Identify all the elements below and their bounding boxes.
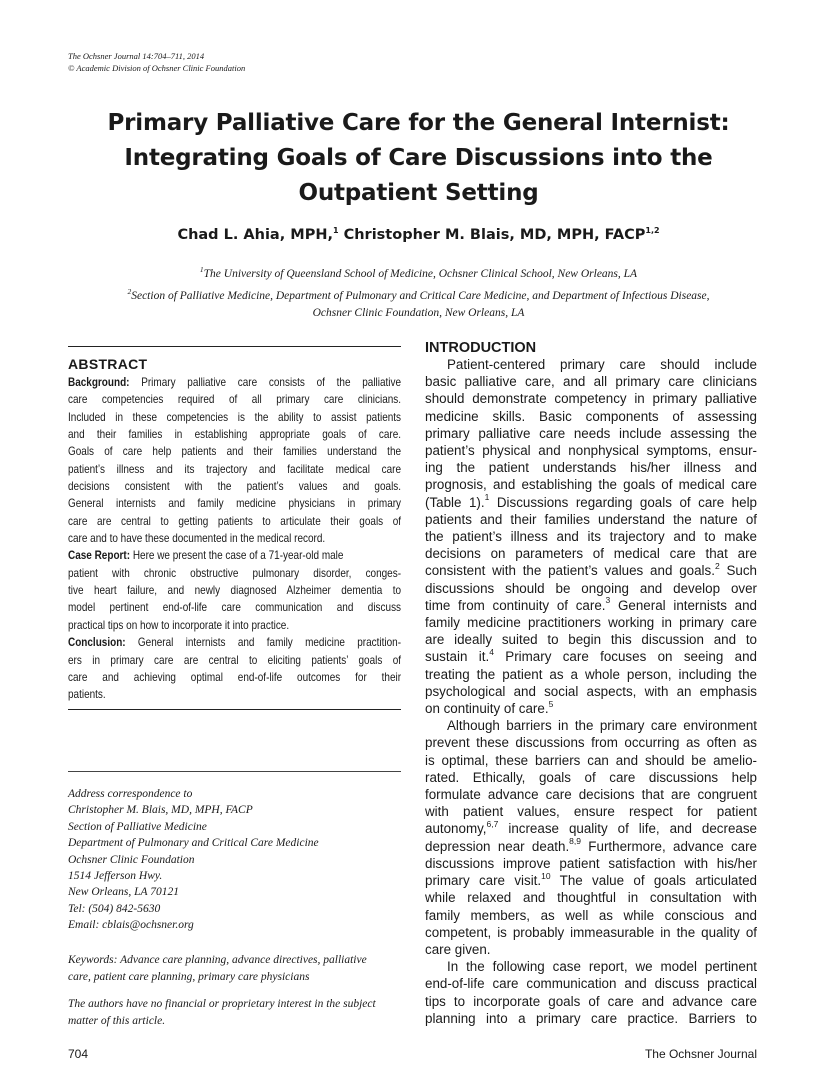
introduction-line: [425, 941, 757, 958]
introduction-line: [425, 597, 757, 614]
introduction-line: [425, 408, 757, 425]
author-list: [0, 226, 837, 243]
abstract-line: [68, 391, 401, 408]
abstract-line: [68, 669, 401, 686]
introduction-text: family members, as well as while conscious and: [425, 907, 757, 923]
abstract-text: ers in primary care are central to eliciting patients’ goals of: [68, 653, 402, 667]
introduction-text: care given.: [425, 941, 491, 957]
correspondence-line: Section of Palliative Medicine: [68, 820, 207, 833]
abstract-text: and their families in establishing appropriate goals of care.: [68, 428, 402, 442]
introduction-text: the patient’s illness and its trajectory and to make: [425, 529, 757, 545]
correspondence-line: Christopher M. Blais, MD, MPH, FACP: [68, 804, 253, 817]
keywords-line: care, patient care planning, primary care physicians: [68, 971, 310, 983]
introduction-text: Although barriers in the primary care environment: [447, 718, 757, 734]
abstract-text: General internists and family medicine practition-: [125, 636, 402, 650]
introduction-line: [425, 476, 757, 493]
abstract-line: [68, 478, 401, 495]
journal-citation: The Ochsner Journal 14:704–711, 2014: [68, 51, 205, 61]
abstract-bottom-rule: [68, 709, 401, 710]
introduction-section: [425, 338, 757, 1027]
journal-copyright: © Academic Division of Ochsner Clinic Foundation: [68, 63, 246, 73]
abstract-line: [68, 530, 401, 547]
introduction-text: medicine skills. Basic components of assessing: [425, 408, 757, 424]
author-affiliation-sup: 1,2: [645, 226, 660, 235]
abstract-line: [68, 565, 401, 582]
introduction-text: increase quality of life, and decrease: [498, 821, 757, 837]
introduction-text: treating the patient as a whole person, including the: [425, 666, 757, 682]
introduction-line: [425, 1010, 757, 1027]
introduction-text: General internists and: [610, 597, 758, 613]
introduction-line: [425, 631, 757, 648]
correspondence-line: Ochsner Clinic Foundation: [68, 853, 195, 866]
introduction-text: In the following case report, we model pertinent: [447, 959, 757, 975]
citation-reference: 5: [548, 698, 554, 709]
abstract-line: [68, 686, 401, 703]
abstract-text: care competencies required of all primary care clinicians.: [68, 393, 402, 407]
title-line: Integrating Goals of Care Discussions into the: [124, 145, 713, 171]
introduction-line: [425, 528, 757, 545]
affiliation-sup: 2: [127, 286, 132, 296]
abstract-text: tive heart failure, and newly diagnosed Alzheimer dementia to: [68, 584, 402, 598]
introduction-text: basic palliative care, and all primary care clinicians: [425, 374, 757, 390]
introduction-text: primary palliative care needs include assessing the: [425, 425, 757, 441]
abstract-line: [68, 495, 401, 512]
introduction-text: tips to incorporate goals of care and advance care: [425, 993, 757, 1009]
introduction-line: [425, 545, 757, 562]
abstract-text: Goals of care help patients and their families understand the: [68, 445, 402, 459]
abstract-text: Primary palliative care consists of the palliative: [129, 376, 402, 389]
abstract-line: [68, 547, 401, 564]
introduction-line: [425, 425, 757, 442]
abstract-text: Included in these competencies is the ability to assist patients: [68, 410, 402, 424]
abstract-text: care are central to getting patients to articulate their goals of: [68, 514, 402, 528]
author-affiliation-sup: 1: [332, 226, 339, 235]
introduction-text: sustain it.: [425, 649, 490, 665]
abstract-subheading: Case Report:: [68, 549, 131, 563]
introduction-text: family medicine practitioners working in primary care: [425, 615, 757, 631]
introduction-line: [425, 907, 757, 924]
journal-citation-block: [68, 50, 245, 74]
citation-reference: 1: [484, 492, 490, 503]
introduction-text: Primary care focuses on seeing and: [493, 649, 757, 665]
abstract-subheading: Background:: [68, 376, 130, 389]
abstract-text: patient’s illness and its trajectory and facilitate medical care: [68, 462, 402, 476]
title-line: Primary Palliative Care for the General Internist:: [107, 110, 730, 136]
introduction-text: with patient values, ensure respect for patient: [425, 804, 757, 820]
introduction-text: patients and their families understand the nature of: [425, 511, 757, 527]
introduction-text: prognosis, and establishing the goals of medical care: [425, 477, 757, 493]
abstract-line: [68, 634, 401, 651]
introduction-line: [425, 459, 757, 476]
abstract-text: patients.: [68, 688, 106, 702]
affiliation-text: Ochsner Clinic Foundation, New Orleans, LA: [312, 306, 525, 319]
introduction-text: while relaxed and thoughtful in consultation with: [425, 890, 757, 906]
author-name: Chad L. Ahia, MPH,: [177, 226, 333, 243]
introduction-line: [425, 975, 757, 992]
introduction-line: [425, 373, 757, 390]
abstract-line: [68, 443, 401, 460]
introduction-text: patient’s physical and nonphysical symptoms, ensur-: [425, 443, 757, 459]
introduction-line: [425, 614, 757, 631]
correspondence-line: Address correspondence to: [68, 788, 193, 800]
abstract-line: [68, 426, 401, 443]
introduction-line: [425, 562, 757, 579]
affiliation-line: [0, 305, 837, 322]
correspondence-line: Tel: (504) 842-5630: [68, 902, 161, 915]
introduction-line: [425, 390, 757, 407]
disclosure-line: matter of this article.: [68, 1015, 166, 1027]
abstract-text: General internists and family medicine physicians in primary: [68, 497, 402, 511]
citation-reference: 2: [714, 560, 720, 571]
citation-reference: 6,7: [486, 819, 499, 830]
correspondence-line: 1514 Jefferson Hwy.: [68, 870, 163, 883]
correspondence-email: Email: cblais@ochsner.org: [68, 919, 194, 932]
introduction-text: discussions improve patient satisfaction with his/her: [425, 855, 757, 871]
abstract-line: [68, 409, 401, 426]
introduction-text: autonomy,: [425, 821, 487, 837]
introduction-line: [425, 356, 757, 373]
introduction-text: discussions should be ongoing and develop over: [425, 580, 757, 596]
introduction-text: Furthermore, advance care: [581, 838, 757, 854]
introduction-line: [425, 838, 757, 855]
abstract-text: practical tips on how to incorporate it into practice.: [68, 618, 290, 632]
introduction-text: The value of goals articulated: [550, 873, 757, 889]
abstract-body: [68, 374, 401, 704]
correspondence-line: Department of Pulmonary and Critical Care Medicine: [68, 837, 319, 850]
introduction-line: [425, 803, 757, 820]
abstract-text: care and to have these documented in the medical record.: [68, 532, 326, 546]
introduction-text: end-of-life care communication and discuss practical: [425, 976, 757, 992]
introduction-text: time from continuity of care.: [425, 597, 606, 613]
introduction-text: (Table 1).: [425, 494, 485, 510]
introduction-text: on continuity of care.: [425, 701, 549, 717]
introduction-line: [425, 683, 757, 700]
affiliation-line: [0, 283, 837, 305]
abstract-text: Here we present the case of a 71-year-old male: [130, 549, 344, 563]
keywords: [68, 952, 403, 986]
introduction-line: [425, 924, 757, 941]
introduction-text: rated. Ethically, goals of care discussions help: [425, 769, 757, 785]
correspondence-line: New Orleans, LA 70121: [68, 886, 179, 899]
abstract-line: [68, 374, 401, 391]
introduction-text: Such: [719, 563, 757, 579]
abstract: [68, 356, 401, 704]
abstract-line: [68, 513, 401, 530]
introduction-text: depression near death.: [425, 838, 570, 854]
abstract-text: patient with chronic obstructive pulmonary disorder, conges-: [68, 566, 402, 580]
affiliation-text: Section of Palliative Medicine, Department of Pulmonary and Critical Care Medicine, and Department of Infectious Disease,: [131, 289, 710, 302]
introduction-line: [425, 494, 757, 511]
introduction-line: [425, 820, 757, 837]
footer-journal-name: The Ochsner Journal: [644, 1047, 757, 1061]
introduction-text: ing the patient understands his/her illness and: [425, 460, 757, 476]
citation-reference: 8,9: [569, 836, 581, 847]
citation-reference: 3: [605, 595, 611, 606]
introduction-text: primary care visit.: [425, 873, 542, 889]
introduction-line: [425, 993, 757, 1010]
page-number: 704: [68, 1047, 89, 1061]
introduction-line: [425, 442, 757, 459]
introduction-text: are ideally suited to begin this discussion and to: [425, 632, 757, 648]
introduction-body: [425, 356, 757, 1027]
introduction-text: Discussions regarding goals of care help: [489, 494, 757, 510]
abstract-line: [68, 652, 401, 669]
introduction-text: prevent these discussions from occurring as often as: [425, 735, 757, 751]
abstract-line: [68, 582, 401, 599]
author-name: Christopher M. Blais, MD, MPH, FACP: [338, 226, 646, 243]
introduction-line: [425, 872, 757, 889]
abstract-top-rule: [68, 346, 401, 347]
citation-reference: 4: [489, 646, 494, 657]
abstract-heading: ABSTRACT: [68, 356, 148, 372]
introduction-text: should demonstrate competency in primary palliative: [425, 391, 757, 407]
article-title: [0, 106, 837, 211]
introduction-line: [425, 889, 757, 906]
abstract-line: [68, 461, 401, 478]
introduction-text: consistent with the patient’s values and goals.: [425, 563, 715, 579]
introduction-text: is optimal, these barriers can and should be amelio-: [425, 752, 757, 768]
affiliation-text: The University of Queensland School of Medicine, Ochsner Clinical School, New Orleans, LA: [203, 267, 638, 280]
introduction-line: [425, 666, 757, 683]
abstract-text: model pertinent end-of-life care communication and discuss: [68, 601, 402, 615]
disclosure-line: The authors have no financial or proprietary interest in the subject: [68, 998, 376, 1010]
introduction-text: planning into a primary care practice. Barriers to: [425, 1010, 757, 1026]
introduction-text: competent, is probably immeasurable in the quality of: [425, 924, 757, 940]
introduction-line: [425, 511, 757, 528]
introduction-line: [425, 648, 757, 665]
title-line: Outpatient Setting: [298, 180, 539, 206]
introduction-line: [425, 958, 757, 975]
introduction-heading: INTRODUCTION: [425, 340, 537, 356]
disclosure-statement: [68, 996, 403, 1030]
affiliation-line: [0, 261, 837, 283]
affiliation-sup: 1: [199, 265, 204, 274]
abstract-line: [68, 599, 401, 616]
introduction-text: formulate advance care decisions that are congruent: [425, 787, 757, 803]
abstract-line: [68, 617, 401, 634]
introduction-line: [425, 717, 757, 734]
affiliations: [0, 261, 837, 322]
introduction-line: [425, 786, 757, 803]
introduction-line: [425, 700, 757, 717]
abstract-text: care and achieving optimal end-of-life outcomes for their: [68, 670, 402, 684]
citation-reference: 10: [541, 870, 551, 881]
introduction-text: psychological and social aspects, with an emphasis: [425, 683, 757, 699]
keywords-line: Keywords: Advance care planning, advance directives, palliative: [68, 954, 367, 966]
introduction-line: [425, 580, 757, 597]
abstract-text: decisions consistent with the patient’s values and goals.: [68, 480, 402, 494]
introduction-text: Patient-centered primary care should include: [447, 357, 757, 372]
correspondence-rule: [68, 771, 401, 772]
correspondence-block: [68, 786, 319, 934]
introduction-line: [425, 734, 757, 751]
introduction-line: [425, 769, 757, 786]
introduction-line: [425, 752, 757, 769]
introduction-line: [425, 855, 757, 872]
abstract-subheading: Conclusion:: [68, 636, 126, 650]
introduction-text: decisions on parameters of medical care that are: [425, 546, 757, 562]
